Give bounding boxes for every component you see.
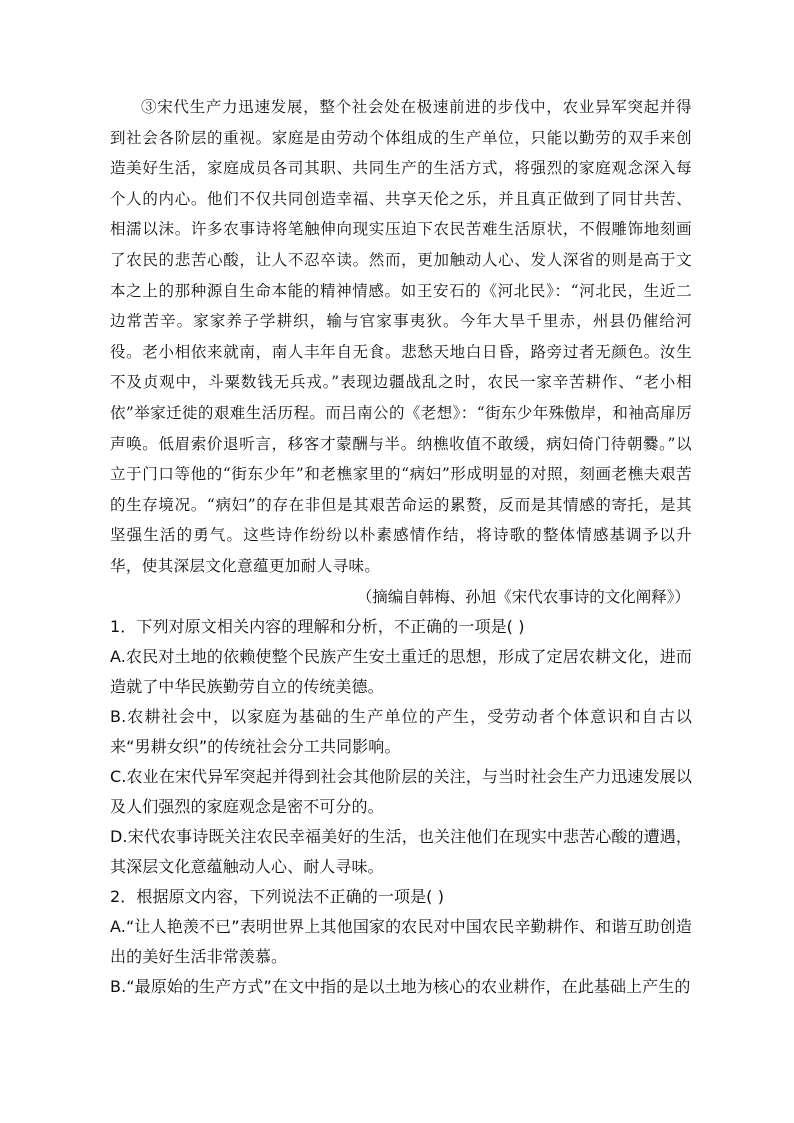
question-stem: 1．下列对原文相关内容的理解和分析，不正确的一项是( ) [110,616,525,636]
question-stem: 2．根据原文内容，下列说法不正确的一项是( ) [110,886,445,906]
passage-source: （摘编自韩梅、孙旭《宋代农事诗的文化阐释》） [356,587,690,606]
option-c: C.农业在宋代异军突起并得到社会其他阶层的关注，与当时社会生产力迅速发展以及人们强烈的家庭观念是密不可分的。 [110,766,692,816]
option-b: B.农耕社会中，以家庭为基础的生产单位的产生，受劳动者个体意识和自古以来“男耕女织”的传统社会分工共同影响。 [110,706,692,756]
option-d: D.宋代农事诗既关注农民幸福美好的生活，也关注他们在现实中悲苦心酸的遭遇，其深层文化意蕴触动人心、耐人寻味。 [110,826,692,876]
question-2 [110,882,692,1002]
passage-paragraph: ③宋代生产力迅速发展，整个社会处在极速前进的步伐中，农业异军突起并得到社会各阶层的重视。家庭是由劳动个体组成的生产单位，只能以勤劳的双手来创造美好生活，家庭成员各司其职、共同生产的生活方式，将强烈的家庭观念深入每个人的内心。他们不仅共同创造幸福、共享天伦之乐，并且真正做到了同甘共苦、相濡以沫。许多农事诗将笔触伸向现实压迫下农民苦难生活原状，不假雕饰地刻画了农民的悲苦心酸，让人不忍卒读。然而，更加触动人心、发人深省的则是高于文本之上的那种源自生命本能的精神情感。如王安石的《河北民》：“河北民，生近二边常苦辛。家家养子学耕织，输与官家事夷狄。今年大旱千里赤，州县仍催给河役。老小相依来就南，南人丰年自无食。悲愁天地白日昏，路旁过者无颜色。汝生不及贞观中，斗粟数钱无兵戎。”表现边疆战乱之时，农民一家辛苦耕作、“老小相依”举家迁徙的艰难生活历程。而吕南公的《老想》：“街东少年殊傲岸，和袖高扉厉声唤。低眉索价退听言，移客才蒙酬与半。纳樵收值不敢缓，病妇倚门待朝爨。”以立于门口等他的“街东少年”和老樵家里的“病妇”形成明显的对照，刻画老樵夫艰苦的生存境况。“病妇”的存在非但是其艰苦命运的累赘，反而是其情感的寄托，是其坚强生活的勇气。这些诗作纷纷以朴素感情作结，将诗歌的整体情感基调予以升华，使其深层文化意蕴更加耐人寻味。 [110,98,692,575]
option-b: B.“最原始的生产方式”在文中指的是以土地为核心的农业耕作，在此基础上产生的 [110,976,691,996]
option-a: A.“让人艳羡不已”表明世界上其他国家的农民对中国农民辛勤耕作、和谐互助创造出的美好生活非常羡慕。 [110,916,692,966]
document-page [110,92,692,1002]
question-1 [110,612,692,882]
option-a: A.农民对土地的依赖使整个民族产生安土重迁的思想，形成了定居农耕文化，进而造就了中华民族勤劳自立的传统美德。 [110,646,692,696]
